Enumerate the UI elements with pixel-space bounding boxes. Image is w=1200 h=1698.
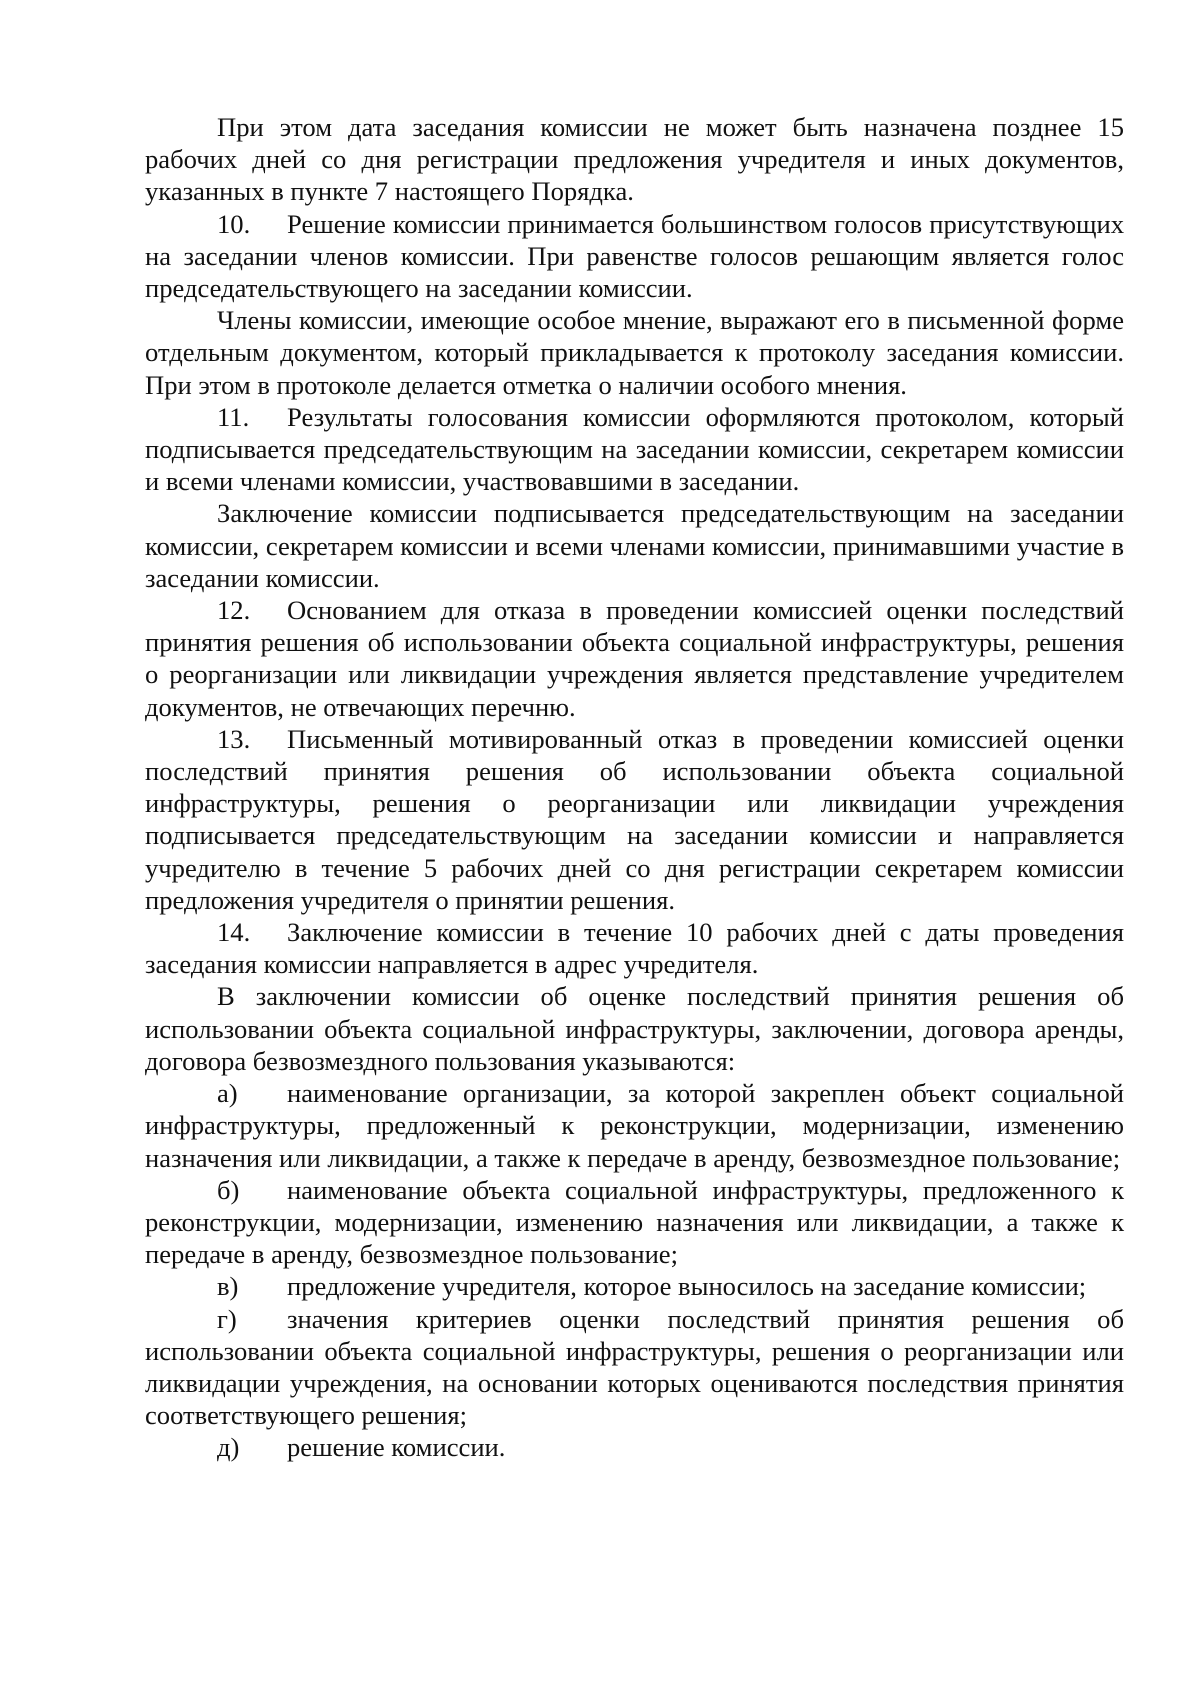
clause-number: 10. <box>217 208 251 239</box>
paragraph-text: Письменный мотивированный отказ в проведении комиссией оценки последствий принятия решения об использовании объекта социальной инфраструктуры, решения о реорганизации или ликвидации учреждения подписывается председательствующим на заседании комиссии и направляется учредителю в течение 5 рабочих дней со дня регистрации секретарем комиссии предложения учредителя о принятии решения. <box>145 723 1124 915</box>
clause-12 <box>145 594 1124 723</box>
paragraph-text: В заключении комиссии об оценке последствий принятия решения об использовании объекта социальной инфраструктуры, заключении, договора аренды, договора безвозмездного пользования указываются: <box>145 981 1124 1076</box>
paragraph-text: предложение учредителя, которое выносилось на заседание комиссии; <box>287 1271 1087 1302</box>
clause-10 <box>145 208 1124 305</box>
list-item-g <box>145 1303 1124 1432</box>
paragraph-text: наименование объекта социальной инфраструктуры, предложенного к реконструкции, модернизации, изменению назначения или ликвидации, а также к передаче в аренду, безвозмездное пользование; <box>145 1174 1124 1270</box>
paragraph-text: значения критериев оценки последствий принятия решения об использовании объекта социальной инфраструктуры, решения о реорганизации или ликвидации учреждения, на основании которых оцениваются последствия принятия соответствующего решения; <box>145 1303 1124 1431</box>
paragraph-text: наименование организации, за которой закреплен объект социальной инфраструктуры, предложенный к реконструкции, модернизации, изменению назначения или ликвидации, а также к передаче в аренду, безвозмездное пользование; <box>145 1078 1124 1173</box>
document-page <box>145 111 1124 1464</box>
clause-number: 12. <box>217 595 251 626</box>
paragraph-conclusion-signing <box>145 497 1124 594</box>
paragraph-text: При этом дата заседания комиссии не может быть назначена позднее 15 рабочих дней со дня регистрации предложения учредителя и иных документов, указанных в пункте 7 настоящего Порядка. <box>145 112 1124 207</box>
list-marker: б) <box>217 1174 240 1205</box>
paragraph-special-opinion <box>145 304 1124 401</box>
list-marker: а) <box>217 1078 238 1109</box>
paragraph-text: Основанием для отказа в проведении комиссией оценки последствий принятия решения об использовании объекта социальной инфраструктуры, решения о реорганизации или ликвидации учреждения является представление учредителем документов, не отвечающих перечню. <box>145 595 1124 722</box>
clause-11 <box>145 401 1124 498</box>
clause-13 <box>145 723 1124 916</box>
clause-14 <box>145 916 1124 980</box>
paragraph-text: Результаты голосования комиссии оформляются протоколом, который подписывается председательствующим на заседании комиссии, секретарем комиссии и всеми членами комиссии, участвовавшими в заседании. <box>145 401 1124 497</box>
list-item-v <box>145 1270 1124 1302</box>
paragraph-text: Члены комиссии, имеющие особое мнение, выражают его в письменной форме отдельным документом, который прикладывается к протоколу заседания комиссии. При этом в протоколе делается отметка о наличии особого мнения. <box>145 305 1124 400</box>
paragraph-text: решение комиссии. <box>287 1432 506 1463</box>
list-marker: г) <box>217 1303 237 1334</box>
list-marker: д) <box>217 1432 240 1463</box>
paragraph-text: Решение комиссии принимается большинством голосов присутствующих на заседании членов комиссии. При равенстве голосов решающим является голос председательствующего на заседании комиссии. <box>145 208 1124 304</box>
list-item-a <box>145 1077 1124 1174</box>
list-item-b <box>145 1174 1124 1271</box>
clause-number: 11. <box>217 401 250 432</box>
paragraph-conclusion-contents <box>145 980 1124 1077</box>
paragraph-text: Заключение комиссии в течение 10 рабочих дней с даты проведения заседания комиссии направляется в адрес учредителя. <box>145 917 1124 980</box>
paragraph-meeting-date <box>145 111 1124 208</box>
list-marker: в) <box>217 1271 239 1302</box>
clause-number: 14. <box>217 917 251 948</box>
list-item-d <box>145 1431 1124 1463</box>
clause-number: 13. <box>217 723 251 754</box>
paragraph-text: Заключение комиссии подписывается председательствующим на заседании комиссии, секретарем комиссии и всеми членами комиссии, принимавшими участие в заседании комиссии. <box>145 498 1124 593</box>
